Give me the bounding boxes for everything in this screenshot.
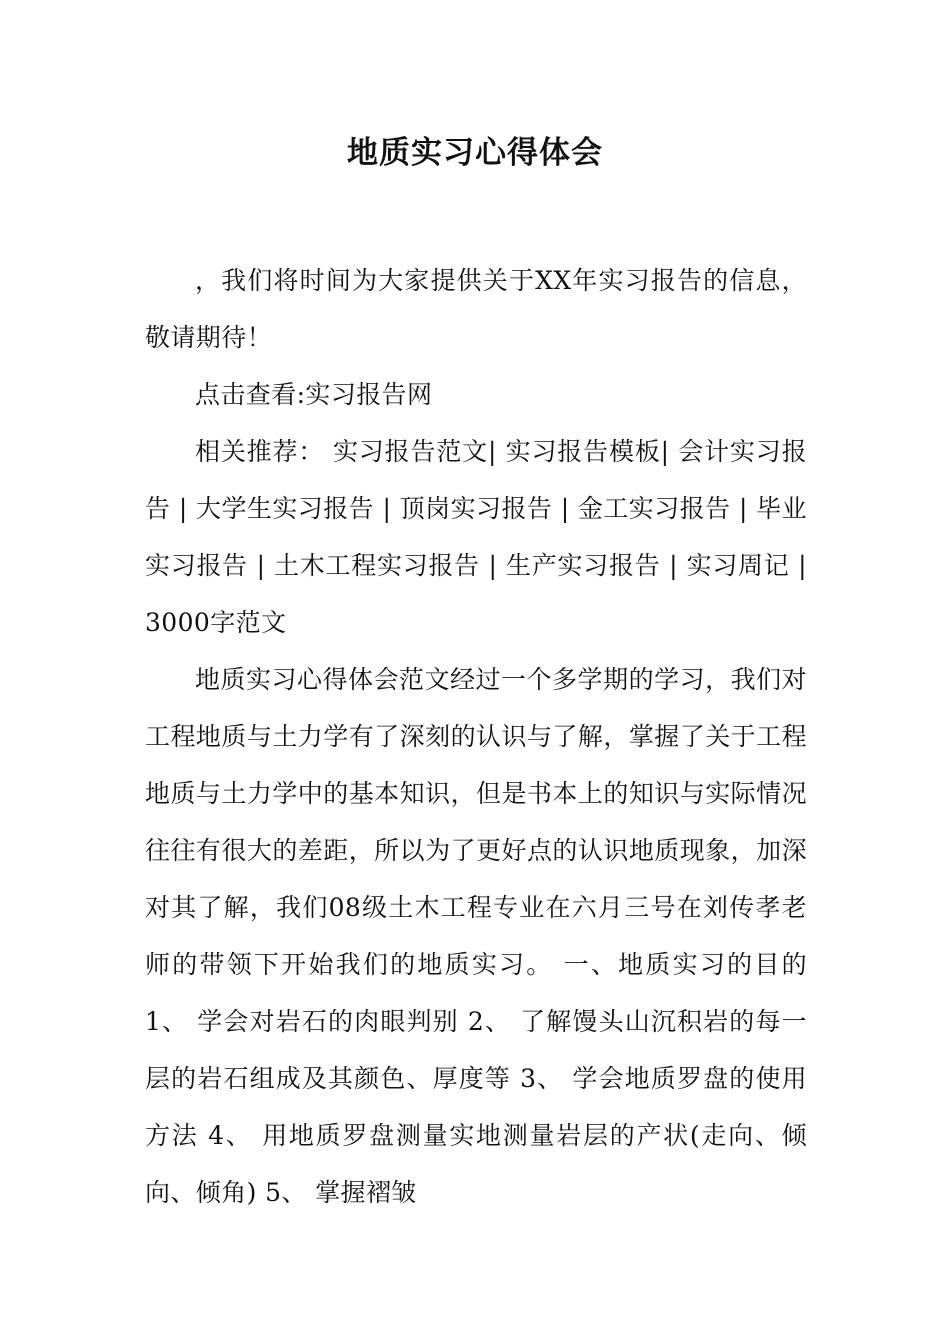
link-paragraph: 点击查看:实习报告网 — [195, 380, 433, 409]
document-title: 地质实习心得体会 — [347, 135, 603, 171]
intro-paragraph: ，我们将时间为大家提供关于XX年实习报告的信息，敬请期待！ — [145, 266, 807, 352]
document-body — [145, 252, 807, 1221]
main-paragraph: 地质实习心得体会范文经过一个多学期的学习，我们对工程地质与土力学有了深刻的认识与了解，掌握了关于工程地质与土力学中的基本知识，但是书本上的知识与实际情况往往有很大的差距，所以为了更好点的认识地质现象，加深对其了解，我们08级土木工程专业在六月三号在刘传孝老师的带领下开始我们的地质实习。 一、地质实习的目的 1、 学会对岩石的肉眼判别 2、 了解馒头山沉积岩的每一层的岩石组成及其颜色、厚度等 3、 学会地质罗盘的使用方法 4、 用地质罗盘测量实地测量岩层的产状(走向、倾向、倾角) 5、 掌握褶皱 — [145, 665, 807, 1207]
related-paragraph: 相关推荐： 实习报告范文| 实习报告模板| 会计实习报告 | 大学生实习报告 | 顶岗实习报告 | 金工实习报告 | 毕业实习报告 | 土木工程实习报告 | 生产实习报告 | 实习周记 | 3000字范文 — [145, 437, 807, 637]
